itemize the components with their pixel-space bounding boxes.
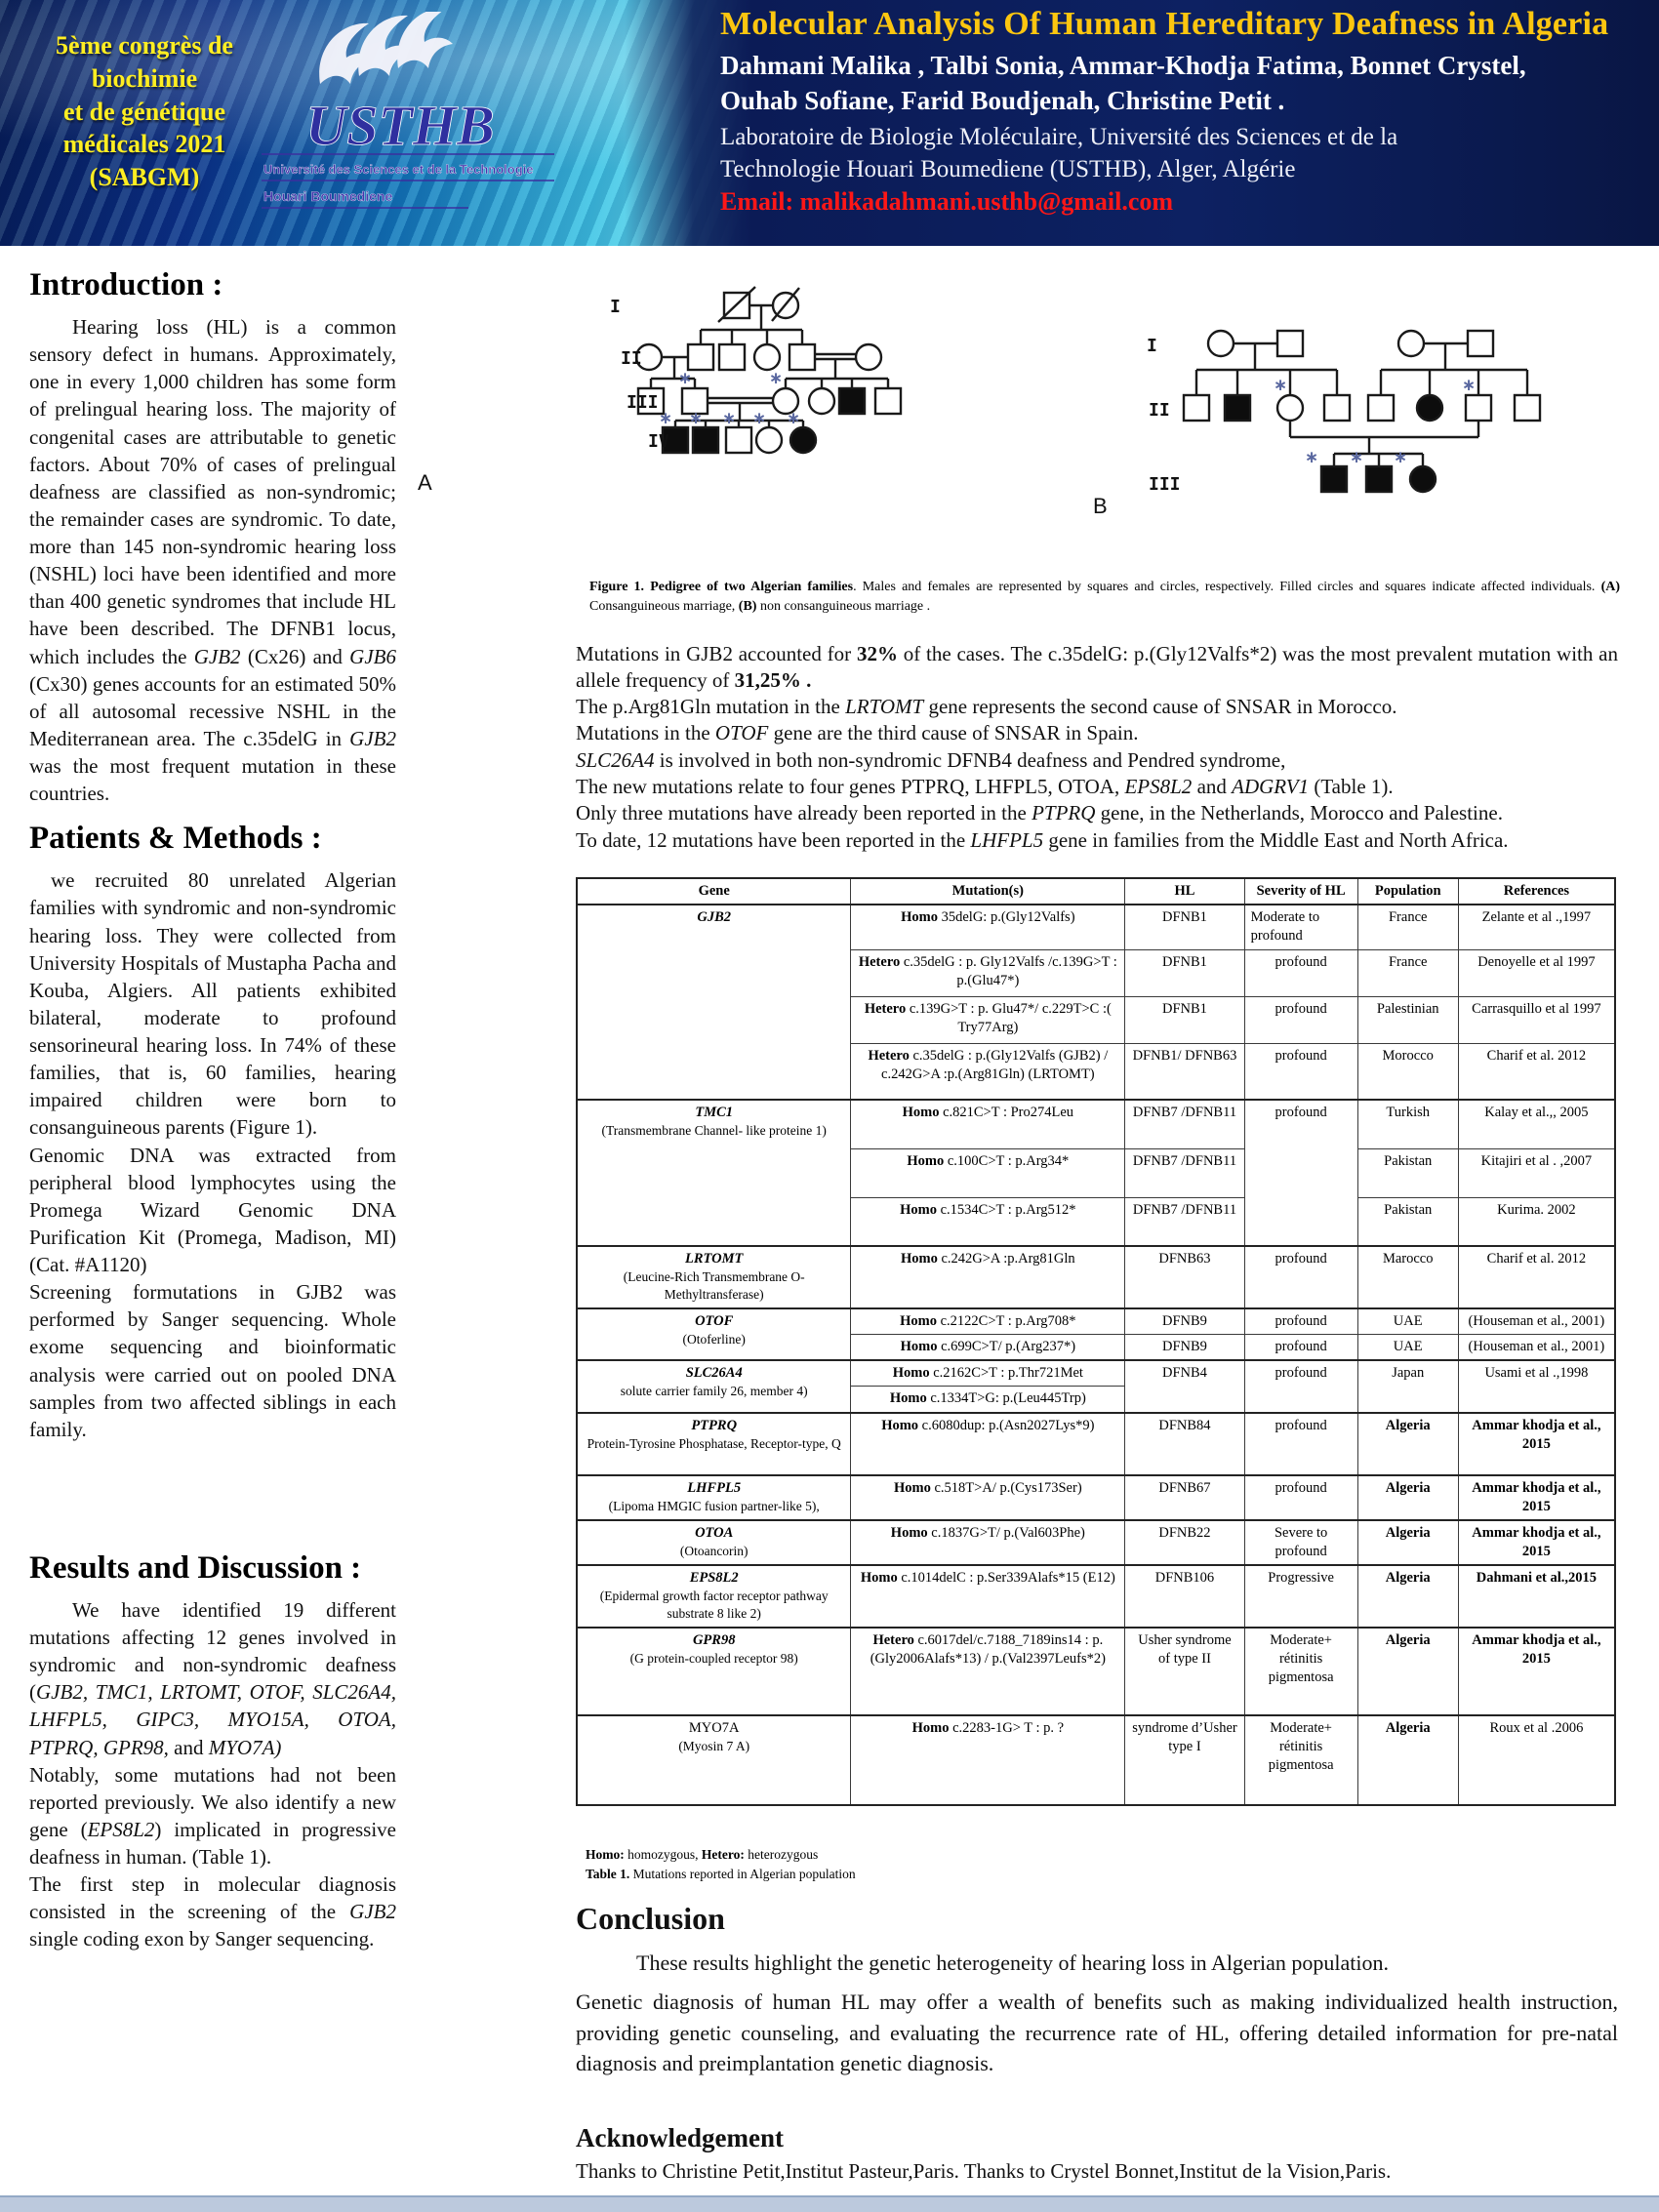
mutation-cell: Hetero c.6017del/c.7188_7189ins14 : p.(Gly2006Alafs*13) / p.(Val2397Leufs*2)	[851, 1628, 1125, 1715]
pedigree-family-a	[418, 287, 901, 495]
severity-cell: profound	[1244, 1043, 1357, 1100]
mutation-cell: Homo c.1014delC : p.Ser339Alafs*15 (E12)	[851, 1565, 1125, 1628]
gene-name: TMC1	[695, 1105, 734, 1121]
findings-block	[576, 641, 1618, 854]
severity-cell: profound	[1244, 1335, 1357, 1361]
affiliation-block	[720, 121, 1647, 185]
mutation-cell: Hetero c.35delG : p.(Gly12Valfs (GJB2) / c.242G>A :p.(Arg81Gln) (LRTOMT)	[851, 1043, 1125, 1100]
population-cell: UAE	[1357, 1308, 1458, 1335]
findings-paragraph-3: Mutations in the OTOF gene are the third cause of SNSAR in Spain.	[576, 721, 1139, 745]
population-cell: France	[1357, 949, 1458, 996]
table-notes	[586, 1845, 1630, 1885]
mutation-cell: Homo c.518T>A/ p.(Cys173Ser)	[851, 1475, 1125, 1520]
gene-cell	[577, 1715, 851, 1805]
intro-heading: Introduction :	[29, 267, 223, 302]
conclusion-heading: Conclusion	[576, 1900, 725, 1936]
population-cell: Algeria	[1357, 1520, 1458, 1565]
affected-marker: ∗	[1394, 448, 1408, 467]
mutation-cell: Homo c.2122C>T : p.Arg708*	[851, 1308, 1125, 1335]
severity-cell: Moderate+ rétinitis pigmentosa	[1244, 1628, 1357, 1715]
reference-cell: Usami et al .,1998	[1458, 1360, 1615, 1412]
mutations-table	[576, 877, 1616, 1806]
severity-cell: profound	[1244, 1475, 1357, 1520]
reference-cell: (Houseman et al., 2001)	[1458, 1308, 1615, 1335]
affiliation-line-1: Laboratoire de Biologie Moléculaire, Université des Sciences et de la	[720, 124, 1398, 150]
reference-cell: Denoyelle et al 1997	[1458, 949, 1615, 996]
affected-marker: ∗	[659, 409, 673, 428]
mutation-cell: Homo c.2162C>T : p.Thr721Met	[851, 1360, 1125, 1387]
findings-paragraph-1: Mutations in GJB2 accounted for 32% of the cases. The c.35delG: p.(Gly12Valfs*2) was the most prevalent mutation with an allele frequency of 31,25% .	[576, 641, 1618, 692]
affected-marker: ∗	[1274, 376, 1288, 395]
gene-desc: (G protein-coupled receptor 98)	[629, 1651, 798, 1667]
gene-cell	[577, 905, 851, 1100]
hl-cell: DFNB63	[1125, 1246, 1244, 1308]
poster-title: Molecular Analysis Of Human Hereditary Deafness in Algeria	[720, 6, 1609, 42]
reference-cell: Charif et al. 2012	[1458, 1246, 1615, 1308]
severity-cell: profound	[1244, 1413, 1357, 1475]
table-caption: Table 1. Mutations reported in Algerian population	[586, 1867, 856, 1882]
generation-label-II: II	[621, 348, 642, 369]
gene-name: LRTOMT	[685, 1251, 744, 1267]
table-row	[577, 905, 1615, 949]
mutation-cell: Hetero c.139G>T : p. Glu47*/ c.229T>C :( Try77Arg)	[851, 996, 1125, 1043]
congress-line-2: biochimie	[91, 63, 198, 93]
reference-cell: Charif et al. 2012	[1458, 1043, 1615, 1100]
severity-cell: profound	[1244, 949, 1357, 996]
population-cell: Algeria	[1357, 1628, 1458, 1715]
population-cell: UAE	[1357, 1335, 1458, 1361]
figure-caption: Figure 1. Pedigree of two Algerian families. Males and females are represented by squares and circles, respectively. Filled circles and squares indicate affected individuals. (A) Consanguineous marriage, (B) non consanguineous marriage .	[589, 580, 1620, 615]
affected-marker: ∗	[678, 369, 693, 388]
gene-desc: (Otoferline)	[682, 1332, 746, 1347]
results-paragraph-1: We have identified 19 different mutations affecting 12 genes involved in syndromic and non-syndromic deafness (GJB2, TMC1, LRTOMT, OTOF, SLC26A4, LHFPL5, GIPC3, MYO15A, OTOA, PTPRQ, GPR98, and MYO7A)	[29, 1597, 396, 1759]
affected-marker: ∗	[689, 409, 704, 428]
gene-desc: solute carrier family 26, member 4)	[620, 1384, 808, 1399]
gene-cell	[577, 1100, 851, 1246]
mutation-cell: Homo c.100C>T : p.Arg34*	[851, 1148, 1125, 1197]
gene-name: SLC26A4	[685, 1365, 743, 1382]
poster-header	[0, 0, 1659, 246]
hl-cell: DFNB7 /DFNB11	[1125, 1148, 1244, 1197]
reference-cell: Zelante et al .,1997	[1458, 905, 1615, 949]
gene-desc: (Lipoma HMGIC fusion partner-like 5),	[608, 1498, 820, 1513]
mutation-cell: Homo c.699C>T/ p.(Arg237*)	[851, 1335, 1125, 1361]
table-row	[577, 1475, 1615, 1520]
findings-paragraph-5: The new mutations relate to four genes PTPRQ, LHFPL5, OTOA, EPS8L2 and ADGRV1 (Table 1).	[576, 775, 1394, 799]
usthb-logo	[244, 12, 566, 234]
population-cell: Pakistan	[1357, 1197, 1458, 1246]
findings-paragraph-7: To date, 12 mutations have been reported in the LHFPL5 gene in families from the Middle East and North Africa.	[576, 827, 1509, 852]
gene-name: OTOF	[695, 1313, 734, 1330]
mutation-cell: Homo c.1334T>G: p.(Leu445Trp)	[851, 1387, 1125, 1413]
conclusion-paragraph-2: Genetic diagnosis of human HL may offer a wealth of benefits such as making individualized health instruction, providing genetic counseling, and evaluating the recurrence rate of HL, offering detailed information for pre-natal diagnosis and preimplantation genetic diagnosis.	[576, 1990, 1618, 2075]
hl-cell: DFNB1/ DFNB63	[1125, 1043, 1244, 1100]
population-cell: Japan	[1357, 1360, 1458, 1412]
table-row	[577, 1246, 1615, 1308]
bottom-bar	[0, 2195, 1659, 2212]
methods-heading: Patients & Methods :	[29, 821, 322, 857]
mutation-cell: Homo 35delG: p.(Gly12Valfs)	[851, 905, 1125, 949]
findings-paragraph-6: Only three mutations have already been reported in the PTPRQ gene, in the Netherlands, Morocco and Palestine.	[576, 801, 1503, 825]
dolphins-icon	[319, 12, 453, 84]
generation-label-III: III	[627, 392, 659, 413]
gene-desc: (Epidermal growth factor receptor pathway substrate 8 like 2)	[599, 1589, 829, 1622]
results-paragraph-2: Notably, some mutations had not been reported previously. We also identify a new gene (EPS8L2) implicated in progressive deafness in human. (Table 1).	[29, 1762, 396, 1869]
generation-label-IV: IV	[648, 431, 669, 452]
population-cell: Algeria	[1357, 1475, 1458, 1520]
reference-cell: Carrasquillo et al 1997	[1458, 996, 1615, 1043]
reference-cell: Roux et al .2006	[1458, 1715, 1615, 1805]
methods-paragraph-2: Genomic DNA was extracted from peripheral blood lymphocytes using the Promega Wizard Genomic DNA Purification Kit (Promega, Madison, MI) (Cat. #A1120)	[29, 1143, 396, 1276]
gene-name: EPS8L2	[689, 1570, 739, 1587]
authors-line-1: Dahmani Malika , Talbi Sonia, Ammar-Khodja Fatima, Bonnet Crystel,	[720, 51, 1526, 80]
congress-line-3: et de génétique	[62, 97, 226, 126]
col-header-gene: Gene	[577, 878, 851, 905]
methods-paragraph-3: Screening formutations in GJB2 was performed by Sanger sequencing. Whole exome sequencing and bioinformatic analysis were carried out on pooled DNA samples from two affected siblings in each family.	[29, 1280, 396, 1441]
gene-cell	[577, 1360, 851, 1412]
reference-cell: Kalay et al.,, 2005	[1458, 1100, 1615, 1148]
severity-cell: profound	[1244, 1246, 1357, 1308]
results-paragraph-3: The first step in molecular diagnosis consisted in the screening of the GJB2 single coding exon by Sanger sequencing.	[29, 1872, 396, 1951]
population-cell: Turkish	[1357, 1100, 1458, 1148]
affected-marker: ∗	[1305, 448, 1319, 467]
left-column	[29, 254, 396, 1953]
generation-label-II: II	[1149, 400, 1170, 421]
table-row	[577, 1715, 1615, 1805]
right-column	[576, 564, 1630, 2184]
logo-subtitle-1: Université des Sciences et de la Technologie	[263, 162, 534, 177]
pedigree-family-b	[1093, 331, 1540, 518]
gene-name: PTPRQ	[691, 1417, 738, 1433]
gene-name: LHFPL5	[687, 1479, 742, 1496]
mutation-cell: Homo c.1534C>T : p.Arg512*	[851, 1197, 1125, 1246]
reference-cell: Kurima. 2002	[1458, 1197, 1615, 1246]
gene-desc: (Otoancorin)	[679, 1543, 749, 1558]
table-row	[577, 1628, 1615, 1715]
congress-badge	[27, 29, 262, 194]
authors-block	[720, 49, 1647, 118]
hl-cell: syndrome d’Usher type I	[1125, 1715, 1244, 1805]
hl-cell: DFNB67	[1125, 1475, 1244, 1520]
reference-cell: Ammar khodja et al., 2015	[1458, 1413, 1615, 1475]
table-row	[577, 1413, 1615, 1475]
hl-cell: DFNB1	[1125, 905, 1244, 949]
gene-desc: (Leucine-Rich Transmembrane O- Methyltransferase)	[623, 1269, 805, 1303]
pedigree-svg	[410, 269, 1630, 562]
affected-marker: ∗	[752, 409, 767, 428]
affected-marker: ∗	[787, 409, 801, 428]
population-cell: Palestinian	[1357, 996, 1458, 1043]
gene-cell	[577, 1565, 851, 1628]
results-heading: Results and Discussion :	[29, 1549, 362, 1586]
authors-line-2: Ouhab Sofiane, Farid Boudjenah, Christine Petit .	[720, 85, 1285, 115]
severity-cell: Moderate+ rétinitis pigmentosa	[1244, 1715, 1357, 1805]
reference-cell: Ammar khodja et al., 2015	[1458, 1520, 1615, 1565]
hl-cell: DFNB1	[1125, 996, 1244, 1043]
panel-label-b: B	[1093, 494, 1108, 518]
severity-cell: Moderate to profound	[1244, 905, 1357, 949]
severity-cell: profound	[1244, 996, 1357, 1043]
generation-label-I: I	[1147, 336, 1157, 356]
hl-cell: DFNB1	[1125, 949, 1244, 996]
generation-label-III: III	[1149, 474, 1181, 495]
severity-cell: Progressive	[1244, 1565, 1357, 1628]
hl-cell: DFNB7 /DFNB11	[1125, 1100, 1244, 1148]
population-cell: Algeria	[1357, 1413, 1458, 1475]
methods-paragraph-1: we recruited 80 unrelated Algerian families with syndromic and non-syndromic hearing loss. They were collected from University Hospitals of Mustapha Pacha and Kouba, Algiers. All patients exhibited bilateral, moderate to profound sensorineural hearing loss. In 74% of these families, that is, 60 families, hearing impaired children were born to consanguineous parents (Figure 1).	[29, 868, 396, 1140]
gene-cell	[577, 1628, 851, 1715]
severity-cell: profound	[1244, 1308, 1357, 1335]
hl-cell: DFNB84	[1125, 1413, 1244, 1475]
gene-desc: (Transmembrane Channel- like proteine 1)	[601, 1123, 827, 1139]
reference-cell: (Houseman et al., 2001)	[1458, 1335, 1615, 1361]
gene-cell	[577, 1475, 851, 1520]
severity-cell: Severe to profound	[1244, 1520, 1357, 1565]
generation-label-I: I	[610, 297, 621, 317]
mutation-cell: Homo c.242G>A :p.Arg81Gln	[851, 1246, 1125, 1308]
reference-cell: Ammar khodja et al., 2015	[1458, 1475, 1615, 1520]
hl-cell: DFNB7 /DFNB11	[1125, 1197, 1244, 1246]
col-header-hl: HL	[1125, 878, 1244, 905]
col-header-severity: Severity of HL	[1244, 878, 1357, 905]
table-row	[577, 1360, 1615, 1387]
mutation-cell: Homo c.6080dup: p.(Asn2027Lys*9)	[851, 1413, 1125, 1475]
logo-acronym: USTHB	[305, 94, 495, 157]
severity-cell: profound	[1244, 1100, 1357, 1246]
affected-marker: ∗	[769, 369, 784, 388]
hl-cell: DFNB9	[1125, 1335, 1244, 1361]
acknowledgement-text: Thanks to Christine Petit,Institut Pasteur,Paris. Thanks to Crystel Bonnet,Institut de la Vision,Paris.	[576, 2158, 1392, 2183]
intro-paragraph: Hearing loss (HL) is a common sensory defect in humans. Approximately, one in every 1,000 children has some form of prelingual hearing loss. The majority of congenital cases are attributable to genetic factors. About 70% of cases of prelingual deafness are classified as non-syndromic; the remainder cases are syndromic. To date, more than 145 non-syndromic hearing loss (NSHL) loci have been identified and more than 400 genetic syndromes that include HL have been described. The DFNB1 locus, which includes the GJB2 (Cx26) and GJB6 (Cx30) genes accounts for an estimated 50% of all autosomal recessive NSHL in the Mediterranean area. The c.35delG in GJB2 was the most frequent mutation in these countries.	[29, 315, 396, 806]
mutation-cell: Hetero c.35delG : p. Gly12Valfs /c.139G>T : p.(Glu47*)	[851, 949, 1125, 996]
contact-email: Email: malikadahmani.usthb@gmail.com	[720, 187, 1174, 216]
population-cell: Morocco	[1357, 1043, 1458, 1100]
congress-line-4: médicales 2021 (SABGM)	[62, 130, 226, 192]
col-header-mutations: Mutation(s)	[851, 878, 1125, 905]
hl-cell: DFNB9	[1125, 1308, 1244, 1335]
findings-paragraph-4: SLC26A4 is involved in both non-syndromic DFNB4 deafness and Pendred syndrome,	[576, 747, 1286, 772]
gene-name: GJB2	[697, 909, 732, 926]
reference-cell: Dahmani et al.,2015	[1458, 1565, 1615, 1628]
findings-paragraph-2: The p.Arg81Gln mutation in the LRTOMT gene represents the second cause of SNSAR in Morocco.	[576, 695, 1397, 719]
panel-label-a: A	[418, 470, 432, 495]
table-legend: Homo: homozygous, Hetero: heterozygous	[586, 1847, 819, 1863]
table-row	[577, 1520, 1615, 1565]
logo-subtitle-2: Houari Boumediene	[263, 188, 393, 204]
reference-cell: Kitajiri et al . ,2007	[1458, 1148, 1615, 1197]
affected-marker: ∗	[722, 409, 737, 428]
gene-name: OTOA	[695, 1524, 734, 1541]
reference-cell: Ammar khodja et al., 2015	[1458, 1628, 1615, 1715]
gene-desc: Protein-Tyrosine Phosphatase, Receptor-type, Q	[587, 1435, 841, 1451]
population-cell: Algeria	[1357, 1565, 1458, 1628]
conclusion-paragraph-1: These results highlight the genetic heterogeneity of hearing loss in Algerian population.	[636, 1950, 1390, 1975]
gene-cell	[577, 1308, 851, 1360]
severity-cell: profound	[1244, 1360, 1357, 1412]
mutation-cell: Homo c.821C>T : Pro274Leu	[851, 1100, 1125, 1148]
table-row	[577, 1308, 1615, 1335]
gene-name: GPR98	[692, 1632, 736, 1649]
population-cell: Algeria	[1357, 1715, 1458, 1805]
hl-cell: DFNB22	[1125, 1520, 1244, 1565]
congress-line-1: 5ème congrès de	[56, 31, 233, 60]
hl-cell: DFNB4	[1125, 1360, 1244, 1412]
hl-cell: Usher syndrome of type II	[1125, 1628, 1244, 1715]
affiliation-line-2: Technologie Houari Boumediene (USTHB), Alger, Algérie	[720, 156, 1296, 182]
affected-marker: ∗	[1350, 448, 1364, 467]
table-row	[577, 1565, 1615, 1628]
mutation-cell: Homo c.2283-1G> T : p. ?	[851, 1715, 1125, 1805]
acknowledgement-heading: Acknowledgement	[576, 2122, 784, 2152]
population-cell: Pakistan	[1357, 1148, 1458, 1197]
gene-name: MYO7A	[688, 1720, 740, 1737]
hl-cell: DFNB106	[1125, 1565, 1244, 1628]
gene-cell	[577, 1413, 851, 1475]
affected-marker: ∗	[1462, 376, 1477, 395]
col-header-population: Population	[1357, 878, 1458, 905]
gene-cell	[577, 1520, 851, 1565]
table-row	[577, 1100, 1615, 1148]
gene-cell	[577, 1246, 851, 1308]
population-cell: Marocco	[1357, 1246, 1458, 1308]
mutation-cell: Homo c.1837G>T/ p.(Val603Phe)	[851, 1520, 1125, 1565]
gene-desc: (Myosin 7 A)	[678, 1739, 750, 1754]
header-title-panel	[625, 0, 1659, 246]
table-header-row	[577, 878, 1615, 905]
population-cell: France	[1357, 905, 1458, 949]
col-header-references: References	[1458, 878, 1615, 905]
pedigree-figure	[410, 269, 1630, 562]
